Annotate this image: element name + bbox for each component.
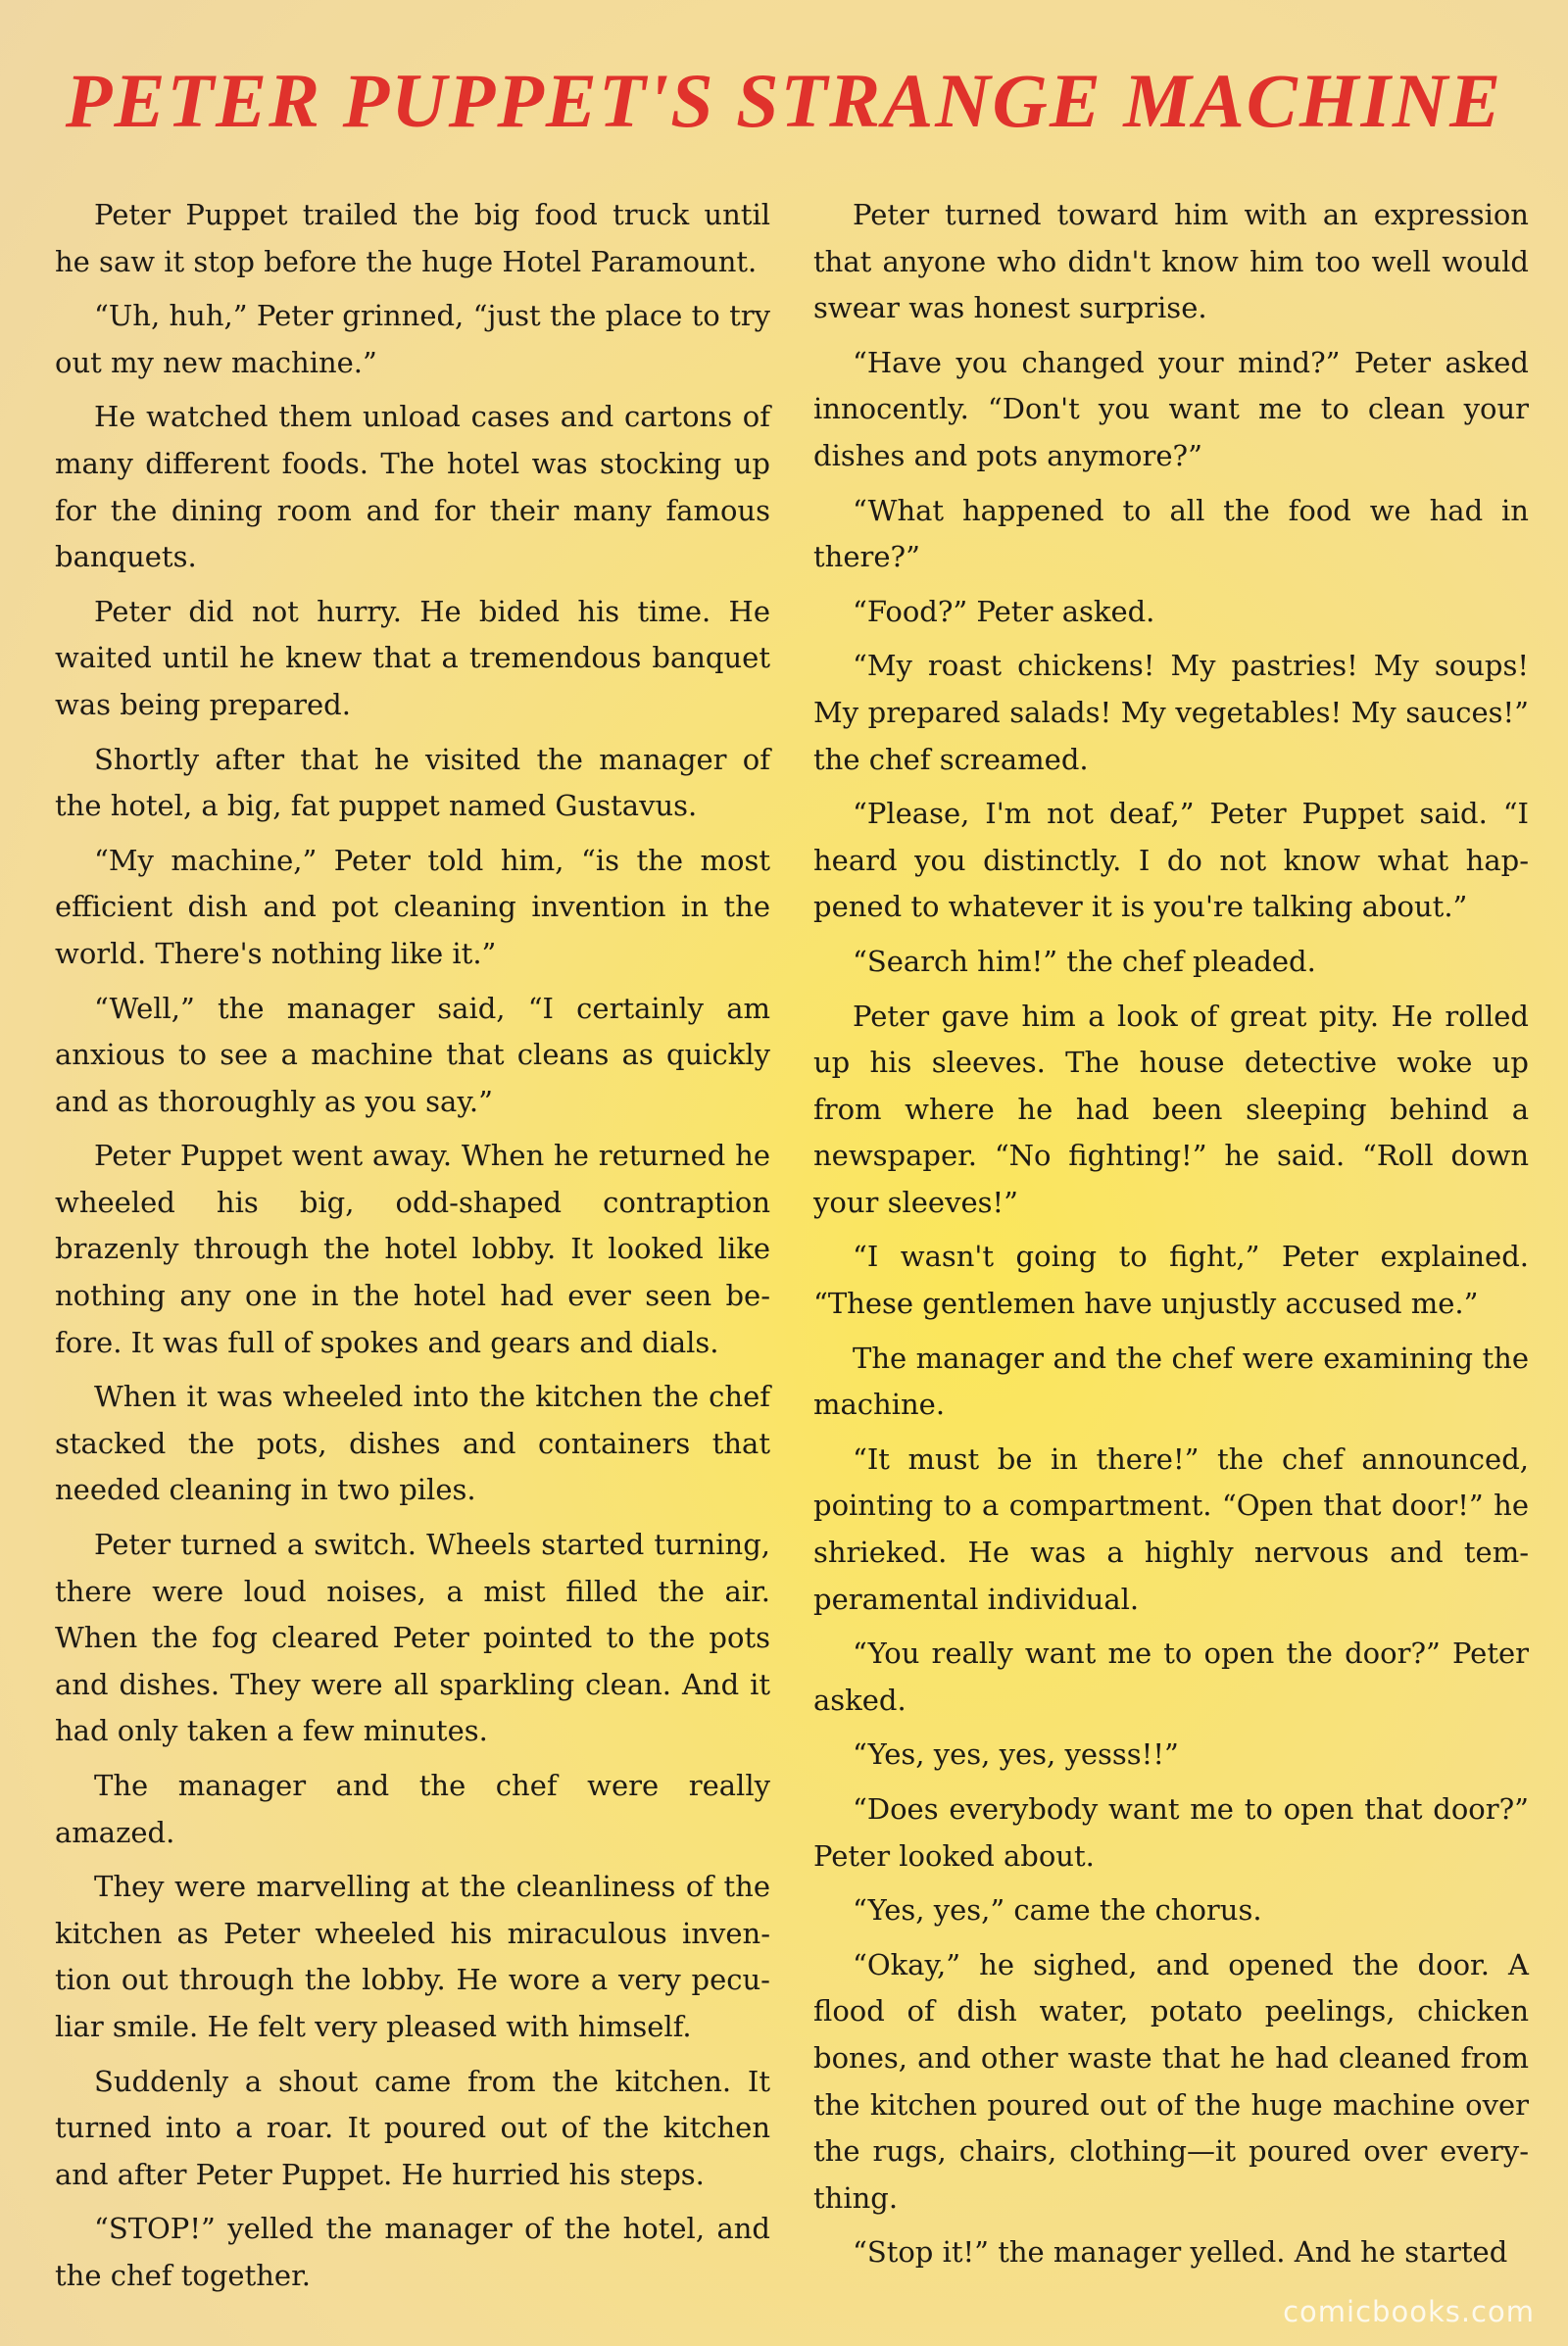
paragraph: “My machine,” Peter told him, “is the most efficient dish and pot cleaning invention in the world. There's nothing like it.” <box>55 843 770 970</box>
paragraph: The manager and the chef were examining the machine. <box>813 1341 1529 1422</box>
paragraph: “My roast chickens! My pastries! My soups! My prepared salads! My vegetables! My sauces!” the chef screamed. <box>813 649 1529 776</box>
paragraph: He watched them unload cases and cartons of many different foods. The hotel was stocking up for the dining room and for their many famous banquets. <box>55 400 770 574</box>
paragraph: Peter did not hurry. He bided his time. He waited until he knew that a tremendous banquet was being prepared. <box>55 594 770 721</box>
paragraph: “Uh, huh,” Peter grinned, “just the place to try out my new machine.” <box>55 299 770 379</box>
paragraph: “STOP!” yelled the manager of the hotel, and the chef together. <box>55 2212 770 2292</box>
paragraph: Peter Puppet trailed the big food truck until he saw it stop before the huge Hotel Paramount. <box>55 198 770 278</box>
paragraph: “Yes, yes, yes, yesss!!” <box>853 1737 1179 1772</box>
paragraph: “What happened to all the food we had in there?” <box>813 493 1529 574</box>
paragraph: Peter turned toward him with an expression that anyone who didn't know him too well would swear was honest surprise. <box>813 198 1529 325</box>
right-column <box>813 192 1529 2284</box>
page-title: PETER PUPPET'S STRANGE MACHINE <box>65 58 1503 143</box>
paragraph: When it was wheeled into the kitchen the chef stacked the pots, dishes and containers that needed cleaning in two piles. <box>55 1380 770 1507</box>
paragraph: “You really want me to open the door?” Peter asked. <box>813 1637 1529 1717</box>
paragraph: “Food?” Peter asked. <box>853 594 1155 628</box>
paragraph: “Okay,” he sighed, and opened the door. A flood of dish water, potato peelings, chicken bones, and other waste that he had cleaned from the kitchen poured out of the huge machine over the rugs, chairs, clothing—it poured over every-thing. <box>813 1947 1529 2215</box>
paragraph: “Does everybody want me to open that door?” Peter looked about. <box>813 1792 1529 1873</box>
paragraph: They were marvelling at the cleanliness of the kitchen as Peter wheeled his miraculous inven-tion out through the lobby. He wore a very pecu-liar smile. He felt very pleased with himself. <box>55 1870 770 2043</box>
watermark: comicbooks.com <box>1283 2295 1535 2328</box>
left-column <box>55 192 770 2308</box>
paragraph: “Well,” the manager said, “I certainly am anxious to see a machine that cleans as quickly and as thoroughly as you say.” <box>55 991 770 1118</box>
paragraph: “It must be in there!” the chef announced, pointing to a compartment. “Open that door!” he shrieked. He was a highly nervous and tem-peramental individual. <box>813 1442 1529 1616</box>
paragraph: The manager and the chef were really amazed. <box>55 1769 770 1849</box>
paragraph: Peter Puppet went away. When he returned he wheeled his big, odd-shaped contraption brazenly through the hotel lobby. It looked like nothing any one in the hotel had ever seen be-fore. It was full of spokes and gears and dials. <box>55 1139 770 1359</box>
paragraph: Suddenly a shout came from the kitchen. It turned into a roar. It poured out of the kitchen and after Peter Puppet. He hurried his steps. <box>55 2064 770 2191</box>
paragraph: “I wasn't going to fight,” Peter explained. “These gentlemen have unjustly accused me.” <box>813 1240 1529 1321</box>
paragraph: “Yes, yes,” came the chorus. <box>853 1893 1262 1928</box>
paragraph: Peter turned a switch. Wheels started turning, there were loud noises, a mist filled the air. When the fog cleared Peter pointed to the pots and dishes. They were all sparkling clean. And it had only taken a few minutes. <box>55 1528 770 1748</box>
paragraph: Peter gave him a look of great pity. He rolled up his sleeves. The house detective woke up from where he had been sleeping behind a newspaper. “No fighting!” he said. “Roll down your sleeves!” <box>813 999 1529 1219</box>
paragraph: “Have you changed your mind?” Peter asked innocently. “Don't you want me to clean your dishes and pots anymore?” <box>813 345 1529 472</box>
paragraph: “Search him!” the chef pleaded. <box>853 944 1316 978</box>
paragraph: Shortly after that he visited the manager of the hotel, a big, fat puppet named Gustavus. <box>55 742 770 823</box>
paragraph: “Please, I'm not deaf,” Peter Puppet said. “I heard you distinctly. I do not know what hap-pened to whatever it is you're talking about.” <box>813 797 1529 924</box>
paragraph: “Stop it!” the manager yelled. And he started <box>853 2235 1508 2270</box>
